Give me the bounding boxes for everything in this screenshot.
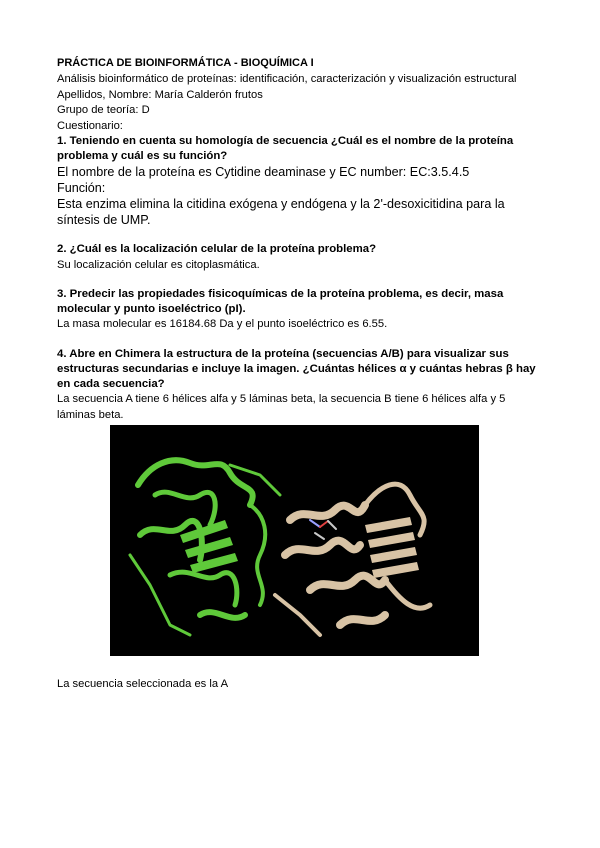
theory-group: Grupo de teoría: D xyxy=(57,104,150,117)
answer-1-function-label: Función: xyxy=(57,181,106,196)
question-3: 3. Predecir las propiedades fisicoquímicas de la proteína problema, es decir, masa molecular y punto isoeléctrico (pI). xyxy=(57,288,504,316)
student-name: Apellidos, Nombre: María Calderón frutos xyxy=(57,88,263,101)
answer-3: La masa molecular es 16184.68 Da y el punto isoeléctrico es 6.55. xyxy=(57,318,388,331)
document-subtitle: Análisis bioinformático de proteínas: identificación, caracterización y visualización estructural xyxy=(57,73,517,86)
answer-1-name: El nombre de la proteína es Cytidine deaminase y EC number: EC:3.5.4.5 xyxy=(57,165,470,180)
answer-2: Su localización celular es citoplasmática. xyxy=(57,258,260,271)
answer-4: La secuencia A tiene 6 hélices alfa y 5 láminas beta, la secuencia B tiene 6 hélices alfa y 5 láminas beta. xyxy=(57,393,506,421)
question-2: 2. ¿Cuál es la localización celular de la proteína problema? xyxy=(57,243,377,256)
question-4: 4. Abre en Chimera la estructura de la proteína (secuencias A/B) para visualizar sus estructuras secundarias e incluye la imagen. ¿Cuántas hélices α y cuántas hebras β hay en cada secuencia? xyxy=(57,347,536,391)
document-body xyxy=(57,53,547,423)
protein-structure-image xyxy=(110,425,479,656)
question-1: 1. Teniendo en cuenta su homología de secuencia ¿Cuál es el nombre de la proteína problema y cuál es su función? xyxy=(57,135,514,163)
figure-caption: La secuencia seleccionada es la A xyxy=(57,678,229,690)
questionnaire-label: Cuestionario: xyxy=(57,119,123,132)
answer-1-function: Esta enzima elimina la citidina exógena y endógena y la 2'-desoxicitidina para la síntesis de UMP. xyxy=(57,197,505,228)
document-title: PRÁCTICA DE BIOINFORMÁTICA - BIOQUÍMICA I xyxy=(57,57,314,69)
